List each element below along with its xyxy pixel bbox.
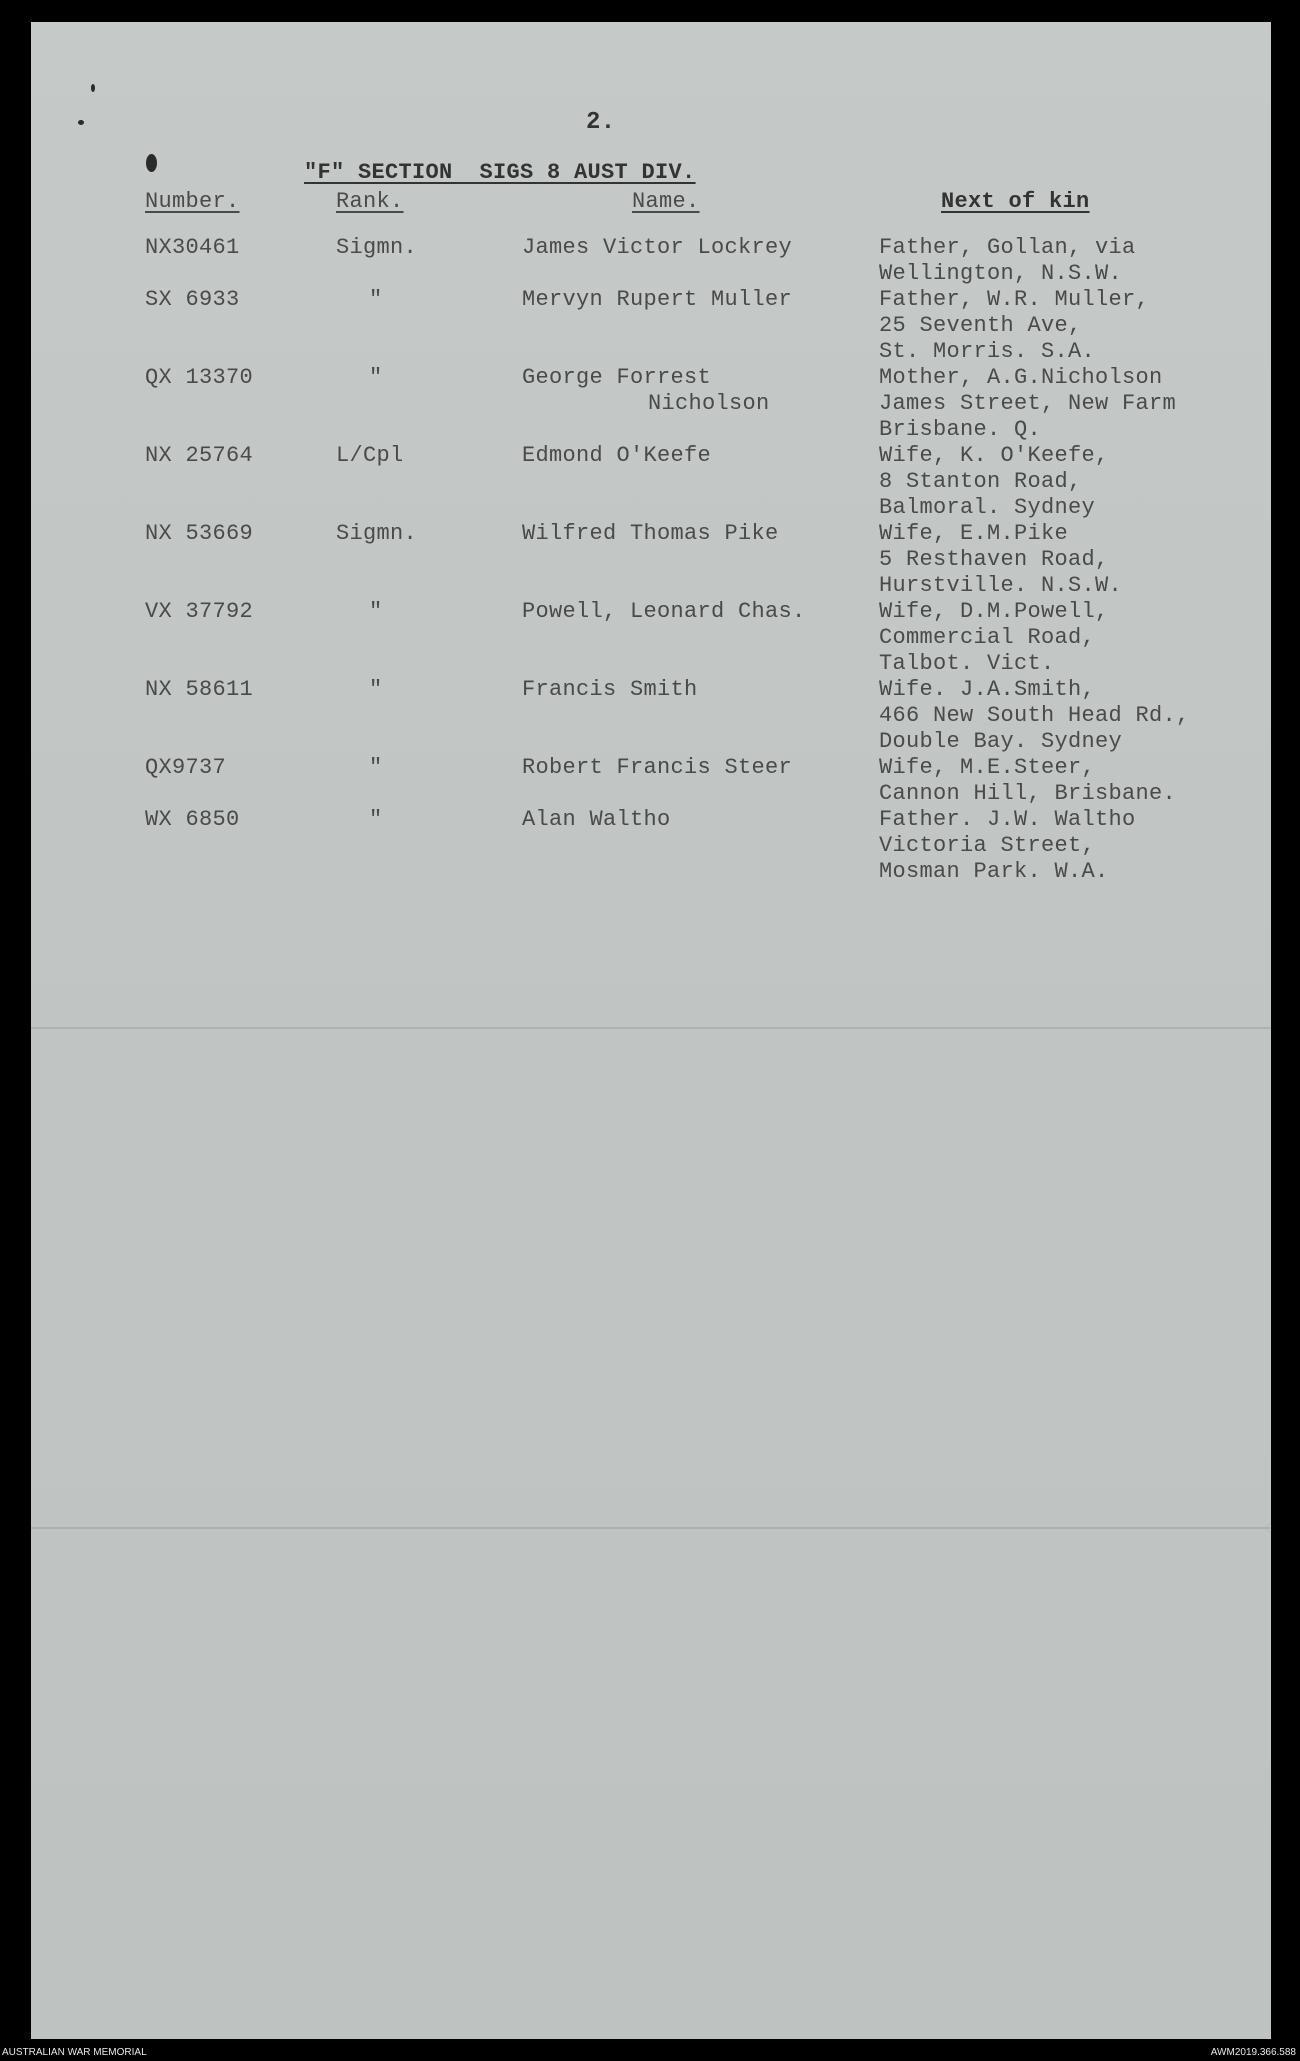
next-of-kin: Father, W.R. Muller, 25 Seventh Ave, St. Morris. S.A. bbox=[879, 287, 1150, 364]
service-number: NX 25764 bbox=[145, 443, 254, 468]
service-number: QX 13370 bbox=[145, 365, 254, 390]
footer-item-id: AWM2019.366.588 bbox=[1210, 2047, 1296, 2058]
next-of-kin: Wife, K. O'Keefe, 8 Stanton Road, Balmoral. Sydney bbox=[879, 443, 1109, 520]
soldier-name: George Forrest Nicholson bbox=[522, 365, 770, 416]
soldier-name: Robert Francis Steer bbox=[522, 755, 793, 780]
ink-spot bbox=[91, 84, 95, 92]
fold-line bbox=[31, 1027, 1271, 1029]
next-of-kin: Father, Gollan, via Wellington, N.S.W. bbox=[879, 235, 1136, 286]
soldier-name: Alan Waltho bbox=[522, 807, 671, 832]
document-page bbox=[31, 22, 1271, 2039]
rank: L/Cpl bbox=[336, 443, 404, 468]
rank: " bbox=[369, 755, 383, 780]
service-number: WX 6850 bbox=[145, 807, 240, 832]
soldier-name: Powell, Leonard Chas. bbox=[522, 599, 806, 624]
fold-line bbox=[31, 1527, 1271, 1529]
header-number: Number. bbox=[145, 189, 240, 214]
service-number: VX 37792 bbox=[145, 599, 254, 624]
header-rank: Rank. bbox=[336, 189, 404, 214]
service-number: NX 58611 bbox=[145, 677, 254, 702]
next-of-kin: Wife. J.A.Smith, 466 New South Head Rd., Double Bay. Sydney bbox=[879, 677, 1190, 754]
soldier-name: Edmond O'Keefe bbox=[522, 443, 712, 468]
rank: Sigmn. bbox=[336, 235, 418, 260]
next-of-kin: Wife, M.E.Steer, Cannon Hill, Brisbane. bbox=[879, 755, 1177, 806]
soldier-name: James Victor Lockrey bbox=[522, 235, 793, 260]
footer-archive-name: AUSTRALIAN WAR MEMORIAL bbox=[2, 2047, 147, 2058]
rank: " bbox=[369, 287, 383, 312]
soldier-name: Francis Smith bbox=[522, 677, 698, 702]
next-of-kin: Wife, D.M.Powell, Commercial Road, Talbot. Vict. bbox=[879, 599, 1109, 676]
service-number: SX 6933 bbox=[145, 287, 240, 312]
page-number: 2. bbox=[586, 109, 616, 136]
section-heading: "F" SECTION SIGS 8 AUST DIV. bbox=[304, 160, 696, 185]
ink-spot bbox=[78, 120, 84, 125]
rank: " bbox=[369, 599, 383, 624]
rank: " bbox=[369, 365, 383, 390]
rank: Sigmn. bbox=[336, 521, 418, 546]
next-of-kin: Father. J.W. Waltho Victoria Street, Mosman Park. W.A. bbox=[879, 807, 1136, 884]
rank: " bbox=[369, 677, 383, 702]
service-number: QX9737 bbox=[145, 755, 227, 780]
soldier-name: Mervyn Rupert Muller bbox=[522, 287, 793, 312]
soldier-name: Wilfred Thomas Pike bbox=[522, 521, 779, 546]
service-number: NX30461 bbox=[145, 235, 240, 260]
rank: " bbox=[369, 807, 383, 832]
ink-spot bbox=[146, 154, 157, 172]
header-next-of-kin: Next of kin bbox=[941, 189, 1090, 214]
header-name: Name. bbox=[632, 189, 700, 214]
next-of-kin: Mother, A.G.Nicholson James Street, New Farm Brisbane. Q. bbox=[879, 365, 1177, 442]
next-of-kin: Wife, E.M.Pike 5 Resthaven Road, Hurstville. N.S.W. bbox=[879, 521, 1123, 598]
service-number: NX 53669 bbox=[145, 521, 254, 546]
